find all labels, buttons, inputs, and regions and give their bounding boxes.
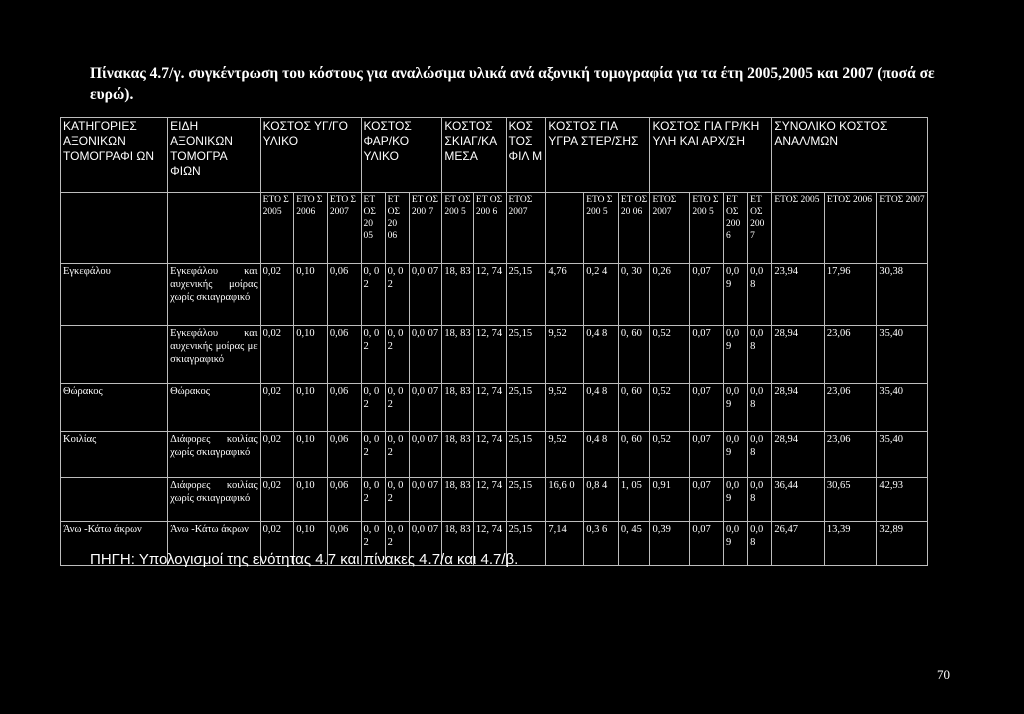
- header-film: ΚΟΣ ΤΟΣ ΦΙΛ Μ: [506, 118, 546, 193]
- header-stationery: ΚΟΣΤΟΣ ΓΙΑ ΓΡ/ΚΗ ΥΛΗ ΚΑΙ ΑΡΧ/ΣΗ: [650, 118, 772, 193]
- header-total: ΣΥΝΟΛΙΚΟ ΚΟΣΤΟΣ ΑΝΑΛ/ΜΩΝ: [772, 118, 928, 193]
- value-cell: 0,07: [690, 326, 724, 384]
- category-cell: [61, 478, 168, 522]
- value-cell: 30,65: [824, 478, 877, 522]
- year-cell: ΕΤ ΟΣ 20 05: [361, 193, 385, 264]
- value-cell: 0,91: [650, 478, 690, 522]
- value-cell: 17,96: [824, 264, 877, 326]
- value-cell: 0,02: [260, 432, 294, 478]
- value-cell: 35,40: [877, 384, 928, 432]
- value-cell: 12, 74: [473, 432, 506, 478]
- table-title: [90, 63, 960, 105]
- table-row: [61, 478, 928, 522]
- year-cell: ΕΤΟΣ 2007: [650, 193, 690, 264]
- table-caption: συγκέντρωση του κόστους για αναλώσιμα υλικά ανά αξονική τομογραφία για τα έτη 2005,2005 και 2007 (ποσά σε ευρώ).: [90, 65, 935, 103]
- category-cell: Θώρακος: [61, 384, 168, 432]
- value-cell: 18, 83: [442, 326, 474, 384]
- value-cell: 36,44: [772, 478, 825, 522]
- value-cell: 0,0 9: [724, 264, 748, 326]
- header-pharma: ΚΟΣΤΟΣ ΦΑΡ/ΚΟ ΥΛΙΚΟ: [361, 118, 442, 193]
- year-cell: ΕΤΟ Σ 2007: [327, 193, 361, 264]
- year-cell: ΕΤ ΟΣ 200 7: [409, 193, 442, 264]
- year-cell: ΕΤ ΟΣ 20 06: [618, 193, 650, 264]
- value-cell: 1, 05: [618, 478, 650, 522]
- value-cell: 18, 83: [442, 264, 474, 326]
- value-cell: 9,52: [546, 326, 584, 384]
- header-row: [61, 118, 928, 193]
- value-cell: 26,47: [772, 522, 825, 566]
- value-cell: 0,02: [260, 326, 294, 384]
- value-cell: 0,06: [327, 432, 361, 478]
- type-cell: Θώρακος: [168, 384, 260, 432]
- value-cell: 0, 60: [618, 326, 650, 384]
- value-cell: 0,10: [294, 522, 328, 566]
- category-cell: Εγκεφάλου: [61, 264, 168, 326]
- value-cell: 0,06: [327, 478, 361, 522]
- value-cell: 12, 74: [473, 326, 506, 384]
- header-fluids: ΚΟΣΤΟΣ ΓΙΑ ΥΓΡΑ ΣΤΕΡ/ΣΗΣ: [546, 118, 650, 193]
- source-note: ΠΗΓΗ: Υπολογισμοί της ενότητας 4.7 και πίνακες 4.7/α και 4.7/β.: [90, 551, 519, 568]
- value-cell: 0,0 07: [409, 264, 442, 326]
- value-cell: 0, 02: [385, 264, 409, 326]
- value-cell: 0,07: [690, 478, 724, 522]
- value-cell: 0,39: [650, 522, 690, 566]
- value-cell: 28,94: [772, 432, 825, 478]
- value-cell: 0,0 9: [724, 478, 748, 522]
- value-cell: 12, 74: [473, 522, 506, 566]
- category-cell: Κοιλίας: [61, 432, 168, 478]
- table-row: [61, 384, 928, 432]
- value-cell: 23,06: [824, 432, 877, 478]
- value-cell: 18, 83: [442, 384, 474, 432]
- value-cell: 0,0 07: [409, 326, 442, 384]
- value-cell: 0,10: [294, 384, 328, 432]
- value-cell: 18, 83: [442, 432, 474, 478]
- header-categories: ΚΑΤΗΓΟΡΙΕΣ ΑΞΟΝΙΚΩΝ ΤΟΜΟΓΡΑΦΙ ΩΝ: [61, 118, 168, 193]
- value-cell: 0,02: [260, 522, 294, 566]
- cost-table: [60, 117, 928, 566]
- value-cell: 0,0 07: [409, 384, 442, 432]
- value-cell: 23,94: [772, 264, 825, 326]
- value-cell: 0,52: [650, 432, 690, 478]
- value-cell: 25,15: [506, 326, 546, 384]
- value-cell: 0,02: [260, 384, 294, 432]
- value-cell: 35,40: [877, 326, 928, 384]
- year-cell: ΕΤ ΟΣ 20 06: [385, 193, 409, 264]
- table-row: [61, 264, 928, 326]
- value-cell: 12, 74: [473, 478, 506, 522]
- year-row: [61, 193, 928, 264]
- value-cell: 0, 60: [618, 432, 650, 478]
- value-cell: 0,0 9: [724, 326, 748, 384]
- value-cell: 0,0 07: [409, 522, 442, 566]
- value-cell: 0,10: [294, 432, 328, 478]
- value-cell: 0,4 8: [584, 384, 619, 432]
- type-cell: Άνω -Κάτω άκρων: [168, 522, 260, 566]
- value-cell: 25,15: [506, 264, 546, 326]
- value-cell: 25,15: [506, 478, 546, 522]
- value-cell: 0, 02: [385, 478, 409, 522]
- value-cell: 0,52: [650, 384, 690, 432]
- value-cell: 23,06: [824, 326, 877, 384]
- value-cell: 13,39: [824, 522, 877, 566]
- value-cell: 0, 02: [385, 432, 409, 478]
- value-cell: 0,10: [294, 326, 328, 384]
- value-cell: 0,07: [690, 432, 724, 478]
- value-cell: 0,0 8: [748, 478, 772, 522]
- value-cell: 0,4 8: [584, 326, 619, 384]
- value-cell: 0,07: [690, 384, 724, 432]
- year-cell: ΕΤ ΟΣ 200 6: [724, 193, 748, 264]
- header-contrast: ΚΟΣΤΟΣ ΣΚΙΑΓ/ΚΑ ΜΕΣΑ: [442, 118, 506, 193]
- value-cell: 12, 74: [473, 384, 506, 432]
- value-cell: 0,07: [690, 522, 724, 566]
- year-cell: ΕΤΟ Σ 200 5: [690, 193, 724, 264]
- value-cell: 28,94: [772, 326, 825, 384]
- year-cell: ΕΤ ΟΣ 200 7: [748, 193, 772, 264]
- value-cell: 0,06: [327, 326, 361, 384]
- value-cell: 0, 02: [361, 478, 385, 522]
- value-cell: 35,40: [877, 432, 928, 478]
- value-cell: 32,89: [877, 522, 928, 566]
- value-cell: 0,0 07: [409, 478, 442, 522]
- value-cell: 0, 60: [618, 384, 650, 432]
- value-cell: 4,76: [546, 264, 584, 326]
- year-cell: ΕΤΟΣ 2007: [877, 193, 928, 264]
- table-row: [61, 432, 928, 478]
- value-cell: 0, 45: [618, 522, 650, 566]
- type-cell: Εγκεφάλου και αυχενικής μοίρας χωρίς σκιαγραφικό: [168, 264, 260, 326]
- value-cell: 0,0 9: [724, 522, 748, 566]
- value-cell: 16,6 0: [546, 478, 584, 522]
- value-cell: 0,0 9: [724, 384, 748, 432]
- value-cell: 0,06: [327, 522, 361, 566]
- value-cell: 25,15: [506, 384, 546, 432]
- value-cell: 0,4 8: [584, 432, 619, 478]
- value-cell: 9,52: [546, 384, 584, 432]
- value-cell: 0, 02: [385, 326, 409, 384]
- value-cell: 0,0 9: [724, 432, 748, 478]
- value-cell: 0,0 07: [409, 432, 442, 478]
- value-cell: 0, 02: [361, 264, 385, 326]
- category-cell: Άνω -Κάτω άκρων: [61, 522, 168, 566]
- table-row: [61, 326, 928, 384]
- value-cell: 0, 30: [618, 264, 650, 326]
- value-cell: 0,2 4: [584, 264, 619, 326]
- value-cell: 0,10: [294, 264, 328, 326]
- header-hygienic: ΚΟΣΤΟΣ ΥΓ/ΓΟ ΥΛΙΚΟ: [260, 118, 361, 193]
- value-cell: 0, 02: [385, 384, 409, 432]
- value-cell: 23,06: [824, 384, 877, 432]
- value-cell: 0,26: [650, 264, 690, 326]
- value-cell: 0,0 8: [748, 326, 772, 384]
- value-cell: 0, 02: [361, 522, 385, 566]
- value-cell: 12, 74: [473, 264, 506, 326]
- year-cell: ΕΤΟΣ 2005: [772, 193, 825, 264]
- value-cell: 0,0 8: [748, 264, 772, 326]
- value-cell: 0,0 8: [748, 384, 772, 432]
- value-cell: 18, 83: [442, 478, 474, 522]
- value-cell: 0,0 8: [748, 522, 772, 566]
- value-cell: 18, 83: [442, 522, 474, 566]
- value-cell: 0,02: [260, 264, 294, 326]
- category-cell: [61, 326, 168, 384]
- value-cell: 30,38: [877, 264, 928, 326]
- year-cell: ΕΤ ΟΣ 200 6: [473, 193, 506, 264]
- page-number: 70: [937, 667, 950, 682]
- value-cell: 7,14: [546, 522, 584, 566]
- value-cell: 0,02: [260, 478, 294, 522]
- year-cell: ΕΤΟΣ 2006: [824, 193, 877, 264]
- type-cell: Διάφορες κοιλίας χωρίς σκιαγραφικό: [168, 432, 260, 478]
- value-cell: 25,15: [506, 522, 546, 566]
- value-cell: 0,10: [294, 478, 328, 522]
- value-cell: 0,06: [327, 264, 361, 326]
- value-cell: 0,07: [690, 264, 724, 326]
- year-cell: ΕΤΟ Σ 2005: [260, 193, 294, 264]
- type-cell: Διάφορες κοιλίας χωρίς σκιαγραφικό: [168, 478, 260, 522]
- value-cell: 0, 02: [361, 432, 385, 478]
- value-cell: 25,15: [506, 432, 546, 478]
- year-cell: ΕΤ ΟΣ 200 5: [442, 193, 474, 264]
- year-cell: ΕΤΟ Σ 200 5: [584, 193, 619, 264]
- value-cell: 0,52: [650, 326, 690, 384]
- value-cell: 9,52: [546, 432, 584, 478]
- table-body: [61, 264, 928, 566]
- value-cell: 0,3 6: [584, 522, 619, 566]
- value-cell: 0, 02: [361, 326, 385, 384]
- year-cell: ΕΤΟ Σ 2006: [294, 193, 328, 264]
- value-cell: 0, 02: [361, 384, 385, 432]
- value-cell: 0,8 4: [584, 478, 619, 522]
- value-cell: 42,93: [877, 478, 928, 522]
- table-label: Πίνακας 4.7/γ.: [90, 65, 185, 82]
- value-cell: 28,94: [772, 384, 825, 432]
- type-cell: Εγκεφάλου και αυχενικής μοίρας με σκιαγραφικό: [168, 326, 260, 384]
- value-cell: 0, 02: [385, 522, 409, 566]
- year-cell: ΕΤΟΣ 2007: [506, 193, 546, 264]
- header-types: ΕΙΔΗ ΑΞΟΝΙΚΩΝ ΤΟΜΟΓΡΑ ΦΙΩΝ: [168, 118, 260, 193]
- value-cell: 0,06: [327, 384, 361, 432]
- value-cell: 0,0 8: [748, 432, 772, 478]
